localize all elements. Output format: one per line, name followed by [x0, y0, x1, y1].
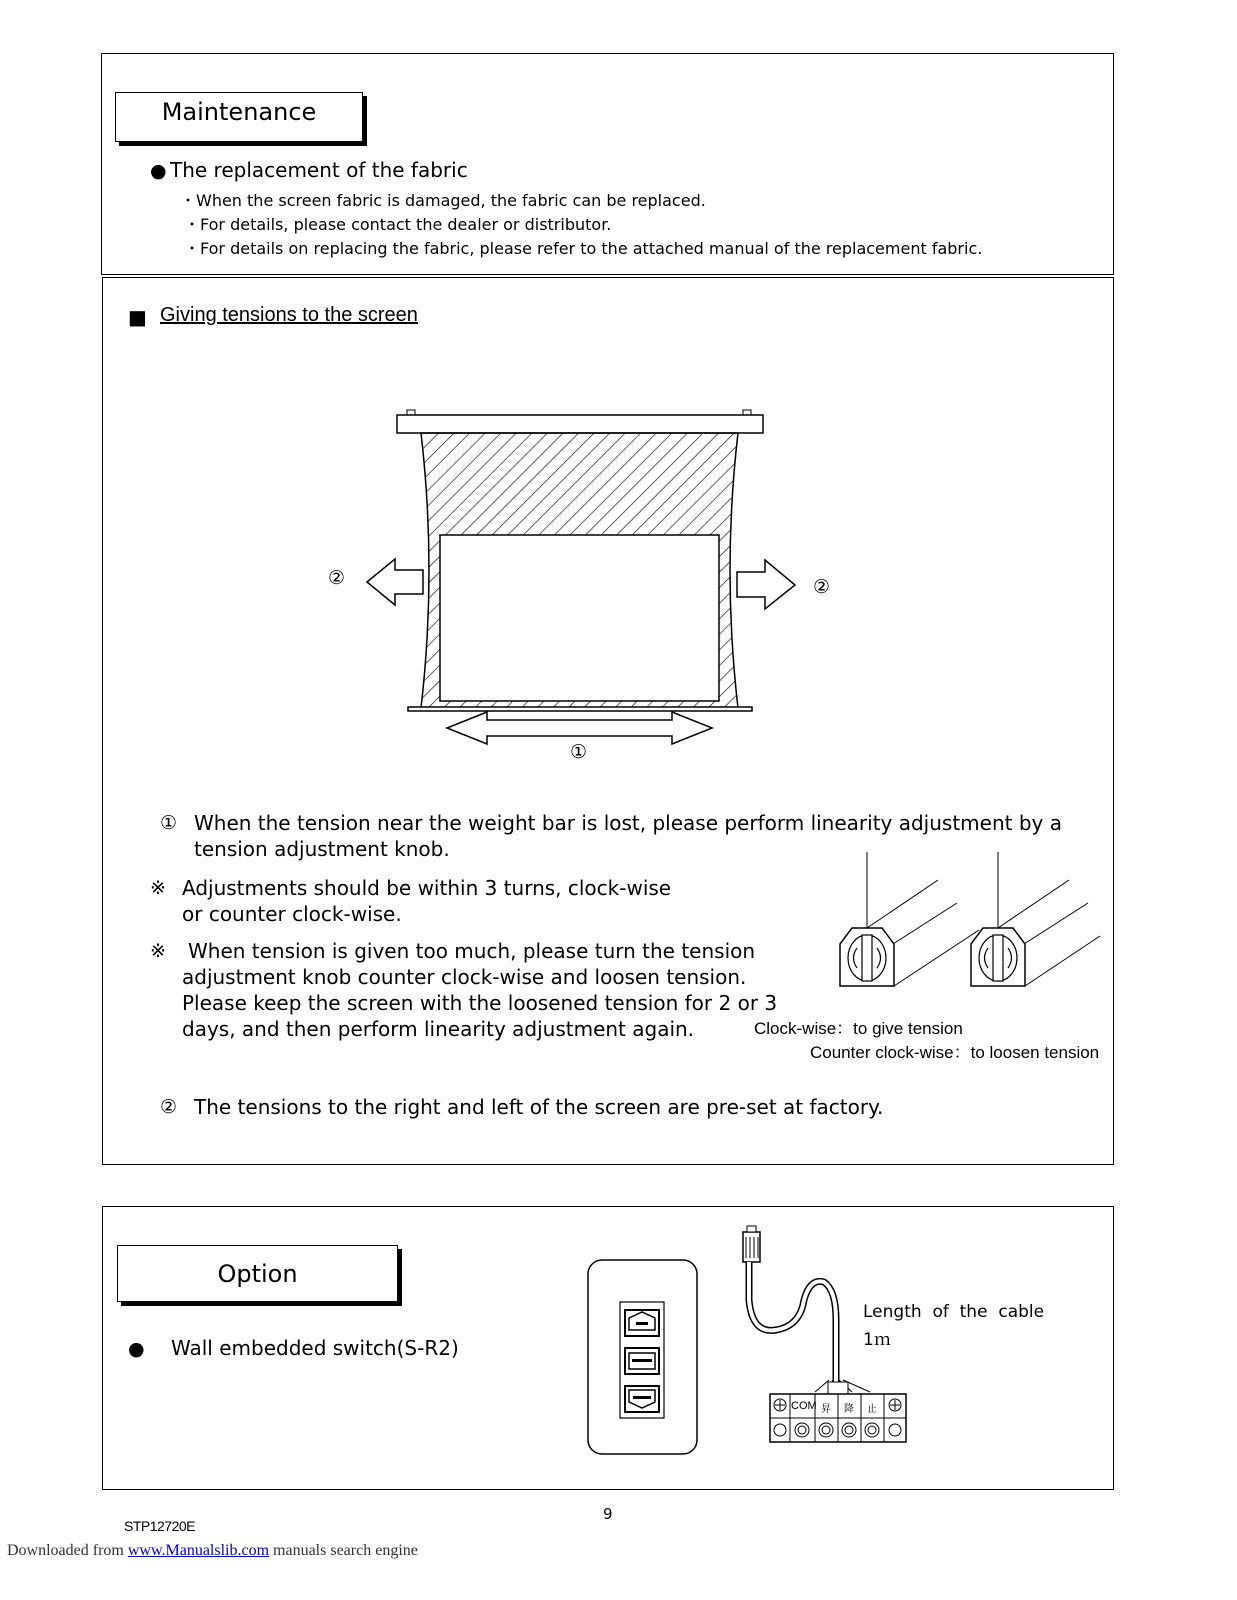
note2-text: Please keep the screen with the loosened tension for 2 or 3	[182, 991, 778, 1015]
download-suffix: manuals search engine	[269, 1542, 418, 1559]
note1-text: or counter clock-wise.	[182, 902, 402, 926]
option-item: Wall embedded switch(S-R2)	[171, 1336, 459, 1360]
maintenance-line: ・When the screen fabric is damaged, the fabric can be replaced.	[180, 191, 706, 210]
maintenance-line: ・For details, please contact the dealer or distributor.	[184, 215, 612, 234]
download-prefix: Downloaded from	[7, 1542, 128, 1559]
note1-marker: ※	[150, 877, 166, 899]
doc-code: STP12720E	[124, 1518, 195, 1534]
knob-caption-clockwise: Clock-wise：to give tension	[754, 1019, 963, 1038]
knob-caption-counter-clockwise: Counter clock-wise：to loosen tension	[810, 1043, 1100, 1062]
item1-marker: ①	[160, 812, 178, 834]
maintenance-heading: The replacement of the fabric	[170, 158, 468, 182]
arrow-label-bottom: ①	[570, 741, 588, 763]
item1-text: When the tension near the weight bar is lost, please perform linearity adjustment by a	[194, 811, 1062, 835]
maintenance-line: ・For details on replacing the fabric, please refer to the attached manual of the replacement fabric.	[184, 239, 983, 258]
page-number: 9	[603, 1505, 613, 1523]
item2-marker: ②	[160, 1096, 178, 1118]
note2-text: adjustment knob counter clock-wise and loosen tension.	[182, 965, 747, 989]
option-title: Option	[117, 1245, 398, 1302]
note2-text: days, and then perform linearity adjustment again.	[182, 1017, 695, 1041]
tension-heading: Giving tensions to the screen	[160, 304, 418, 326]
maintenance-title: Maintenance	[115, 92, 363, 142]
option-bullet: ●	[128, 1338, 145, 1360]
terminal-label-up: 昇	[821, 1404, 831, 1415]
item2-text: The tensions to the right and left of the screen are pre-set at factory.	[194, 1095, 884, 1119]
manualslib-link[interactable]: www.Manualslib.com	[127, 1542, 270, 1559]
note2-marker: ※	[150, 940, 166, 962]
maintenance-bullet: ●	[150, 160, 167, 182]
tension-heading-marker: ■	[128, 305, 147, 329]
arrow-label-right: ②	[813, 576, 831, 598]
terminal-label-stop: 止	[867, 1404, 877, 1415]
terminal-label-com: COM	[791, 1400, 817, 1412]
note2-text: When tension is given too much, please turn the tension	[188, 939, 756, 963]
cable-length-label: Length of the cable	[863, 1302, 1045, 1322]
item1-text: tension adjustment knob.	[194, 837, 450, 861]
cable-length-value: 1ｍ	[863, 1330, 891, 1350]
note1-text: Adjustments should be within 3 turns, clock-wise	[182, 876, 672, 900]
terminal-label-down: 降	[844, 1404, 854, 1415]
arrow-label-left: ②	[328, 567, 346, 589]
download-footer	[7, 1542, 418, 1560]
